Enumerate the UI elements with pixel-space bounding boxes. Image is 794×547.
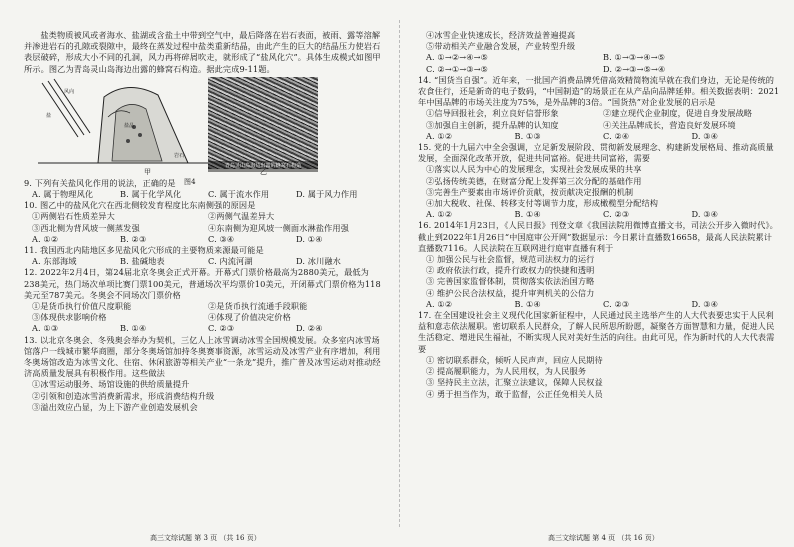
statement-1: ①两侧岩石性质差异大 bbox=[32, 211, 115, 222]
option-a[interactable]: A. ①③ bbox=[32, 323, 59, 334]
question-16-options bbox=[418, 299, 780, 310]
option-b[interactable]: B. ①④ bbox=[514, 209, 541, 220]
option-c[interactable]: C. ②④ bbox=[603, 130, 630, 141]
option-c[interactable]: C. 属于流水作用 bbox=[208, 189, 270, 200]
option-b[interactable]: B. ②③ bbox=[120, 233, 147, 244]
option-d[interactable]: D. ①④ bbox=[296, 233, 323, 244]
statement-2: ② 政府依法行政，提升行政权力的快捷和透明 bbox=[426, 265, 595, 276]
question-15-options bbox=[418, 209, 780, 220]
statement-3: ③ 完善国家监督体制，贯彻落实依法治国方略 bbox=[426, 276, 595, 287]
statement-4: ④冰雪企业快速成长，经济效益普遍提高 bbox=[426, 30, 576, 40]
diagram-tag-rock: 岩石 bbox=[174, 152, 185, 159]
option-a[interactable]: A. ①② bbox=[32, 233, 59, 244]
statement-1: ① 加强公民与社会监督，规范司法权力的运行 bbox=[426, 254, 595, 265]
question-13-stem: 13. 以北京冬奥会、冬残奥会举办为契机，三亿人上冰雪调动冰雪全国规模发展。众多室内冰雪场馆落户一线城市繁华商圈，部分冬奥场馆加持冬奥赛事资源，冰雪运动及冰雪产业有序增加，利用冬奥场馆改造为冰雪文化、住宿、休闲旅游等相关产业“一条龙”提升，推广普及冰雪运动对推动经济高质量发展具有积极作用。这些做法 bbox=[24, 334, 381, 379]
question-14-stem: 14. “国货当自强”。近年来，一批国产消费品牌凭借高效精简物流早就在我们身边，无论是传统的农食住行，还是新奇的电子数码，“中国制造”的场景正在从产品向品牌延伸。相关数据表明：2021年中国品牌的市场关注度为75%，是外品牌的3倍。“国货热”对企业发展的启示是 bbox=[418, 74, 780, 108]
option-b[interactable]: B. ①③ bbox=[514, 130, 541, 141]
statement-1: ①信导回报社会，利立良好信誉形象 bbox=[426, 108, 559, 119]
statement-1: ①是货币执行价值尺度职能 bbox=[32, 301, 132, 312]
question-9-options bbox=[24, 189, 384, 200]
option-c[interactable]: C. ②→①→③→⑤ bbox=[426, 63, 489, 74]
figure-label-b: 乙 bbox=[260, 167, 268, 176]
figure-label-a: 甲 bbox=[144, 167, 152, 176]
option-c[interactable]: C. ②③ bbox=[603, 298, 630, 309]
option-c[interactable]: C. 内流河湖 bbox=[208, 256, 253, 267]
option-b[interactable]: B. ①④ bbox=[514, 298, 541, 309]
statement-4: ④ 维护公民合法权益，提升审判机关的公信力 bbox=[426, 287, 595, 298]
passage-intro: 盐类物质被风或者海水、盐湖或含盐土中带到空气中，最后降落在岩石表面，被雨、露等溶解并渗进岩石的孔隙或裂隙中，最终在蒸发过程中盐类重新结晶，由此产生的巨大的结晶压力使岩石表层破碎，形成大小不同的孔洞，风力再将碎屑吹走，就形成了“盐风化穴”。具体生成模式如图甲所示。图乙为青岛灵山岛海边出露的蜂窝石构造。据此完成9-11题。 bbox=[24, 30, 381, 74]
statement-2: ② 提高履职能力，为人民用权，为人民服务 bbox=[426, 366, 587, 377]
question-17-stem: 17. 在全国建设社会主义现代化国家新征程中，人民通过民主选举产生的人大代表要忠实于人民利益和意志依法履职。密切联系人民群众，了解人民所思所盼愿，凝聚各方面智慧和力量，促进人民生活稳定、增进民生福祉，不断实现人民对美好生活的向往。由此可见，作为新时代的人大代表需要 bbox=[418, 310, 775, 354]
option-a[interactable]: A. ①② bbox=[426, 298, 453, 309]
statement-4: ④加大税收、社保、转移支付等调节力度，形成橄榄型分配结构 bbox=[426, 198, 659, 209]
statement-3: ③完善生产要素由市场评价贡献，按贡献决定报酬的机制 bbox=[426, 186, 634, 197]
option-b[interactable]: B. ①④ bbox=[120, 323, 147, 334]
option-d[interactable]: D. ③④ bbox=[691, 130, 719, 141]
page-footer-left: 高三文综试题 第 3 页 （共 16 页） bbox=[150, 534, 261, 542]
statement-1: ①落实以人民为中心的发展理念，实现社会发展成果的共享 bbox=[426, 164, 642, 175]
statement-3: ③体现供求影响价格 bbox=[32, 312, 107, 323]
question-12-statements-2 bbox=[24, 312, 384, 323]
statement-4: ④关注品牌成长，营造良好发展环境 bbox=[603, 119, 736, 130]
statement-1: ① 密切联系群众，倾听人民声声，回应人民期待 bbox=[426, 354, 603, 365]
option-a[interactable]: A. ①② bbox=[426, 130, 453, 141]
statement-2: ②引领和创造冰雪消费新需求，形成消费结构升级 bbox=[32, 390, 215, 401]
left-column bbox=[24, 30, 384, 525]
statement-5: ⑤带动相关产业融合发展，产业转型升级 bbox=[426, 41, 576, 52]
statement-4: ④体现了价值决定价格 bbox=[208, 312, 291, 323]
option-d[interactable]: D. ②→③→⑤→④ bbox=[603, 63, 666, 74]
option-d[interactable]: D. 冰川融水 bbox=[296, 256, 341, 267]
option-c[interactable]: C. ②③ bbox=[603, 209, 630, 220]
statement-3: ③西北侧为背风坡一侧蒸发强 bbox=[32, 222, 140, 233]
diagram-tag-salt: 盐 bbox=[46, 112, 52, 119]
question-12-stem: 12. 2022年2月4日，第24届北京冬奥会正式开幕。开幕式门票价格最高为2880美元，最低为238美元，热门场次单项比赛门票100美元，普通场次平均票价10美元，开闭幕式门票价格为118美元至787美元。冬奥会不同场次门票价格 bbox=[24, 267, 381, 300]
question-10-stem: 10. 图乙中的盐风化穴在西北侧较发育程度比东南侧强的原因是 bbox=[24, 200, 256, 211]
question-11-stem: 11. 我国西北内陆地区多见盐风化穴形成的主要物质来源最可能是 bbox=[24, 245, 264, 256]
question-13-options-2 bbox=[418, 64, 780, 75]
option-d[interactable]: D. ③④ bbox=[691, 298, 719, 309]
option-d[interactable]: D. ②④ bbox=[296, 323, 323, 334]
option-b[interactable]: B. 属于化学风化 bbox=[120, 189, 182, 200]
diagram-tag-crystal: 盐晶 bbox=[124, 122, 135, 129]
question-12-options bbox=[24, 323, 384, 334]
right-column bbox=[418, 30, 780, 525]
question-10-statements-2 bbox=[24, 223, 384, 234]
question-14-options bbox=[418, 131, 780, 142]
figure-title: 图4 bbox=[184, 177, 196, 186]
statement-2: ②建立现代企业制度，促进自身发展战略 bbox=[603, 108, 753, 119]
photo-honeycomb-rock bbox=[208, 77, 318, 169]
statement-2: ②是货币执行流通手段职能 bbox=[208, 301, 308, 312]
statement-3: ③ 坚持民主立法，汇聚立法建议，保障人民权益 bbox=[426, 377, 603, 388]
question-10-options bbox=[24, 234, 384, 245]
option-a[interactable]: A. ①→②→④→⑤ bbox=[426, 52, 489, 63]
option-b[interactable]: B. 盐碱地表 bbox=[120, 256, 165, 267]
option-a[interactable]: A. 属于物理风化 bbox=[32, 189, 94, 200]
statement-1: ①冰雪运动服务、场馆设施的供给质量提升 bbox=[32, 379, 190, 390]
question-14-statements-1 bbox=[418, 108, 780, 119]
statement-2: ②两侧气温差异大 bbox=[208, 211, 275, 222]
option-d[interactable]: D. 属于风力作用 bbox=[296, 189, 358, 200]
option-a[interactable]: A. 东部海域 bbox=[32, 256, 77, 267]
statement-4: ④东南侧为迎风坡一侧面水淋盐作用强 bbox=[208, 222, 349, 233]
question-11-options bbox=[24, 256, 384, 267]
statement-3: ③加强自主创新，提升品牌的认知度 bbox=[426, 119, 559, 130]
question-13-options-1 bbox=[418, 52, 780, 63]
question-10-statements-1 bbox=[24, 211, 384, 222]
option-d[interactable]: D. ③④ bbox=[691, 209, 719, 220]
diagram-tag-wind: 风向 bbox=[64, 88, 75, 95]
page-footer-right: 高三文综试题 第 4 页 （共 16 页） bbox=[548, 534, 659, 542]
statement-3: ③溢出效应凸显，为上下游产业创造发展机会 bbox=[32, 401, 198, 412]
statement-4: ④ 勇于担当作为，敢于监督，公正任免相关人员 bbox=[426, 388, 603, 399]
question-14-statements-2 bbox=[418, 120, 780, 131]
statement-2: ②弘扬传统美德，在财富分配上发挥第三次分配的基础作用 bbox=[426, 175, 642, 186]
option-c[interactable]: C. ③④ bbox=[208, 233, 235, 244]
question-9-stem: 9. 下列有关盐风化作用的说法，正确的是 bbox=[24, 177, 176, 188]
option-b[interactable]: B. ①→③→④→⑤ bbox=[603, 52, 666, 63]
column-divider bbox=[399, 20, 400, 527]
question-12-statements-1 bbox=[24, 301, 384, 312]
question-15-stem: 15. 党的十九届六中全会强调，立足新发展阶段、贯彻新发展理念、构建新发展格局、推动高质量发展，全面深化改革开放，促进共同富裕。促进共同富裕，需要 bbox=[418, 142, 774, 164]
option-a[interactable]: A. ①② bbox=[426, 209, 453, 220]
photo-caption: 青岛灵山岛海边出露的蜂窝石构造 bbox=[208, 161, 318, 172]
question-16-stem: 16. 2014年1月23日，《人民日报》刊登文章《我国法院用微博直播文书，司法公开步入微时代》。截止到2022年1月26日“中国庭审公开网”数据显示：今日累计直播数16658，最高人民法院累计直播数7116。人民法院在互联网进行庭审直播有利于 bbox=[418, 220, 778, 253]
option-c[interactable]: C. ②③ bbox=[208, 323, 235, 334]
